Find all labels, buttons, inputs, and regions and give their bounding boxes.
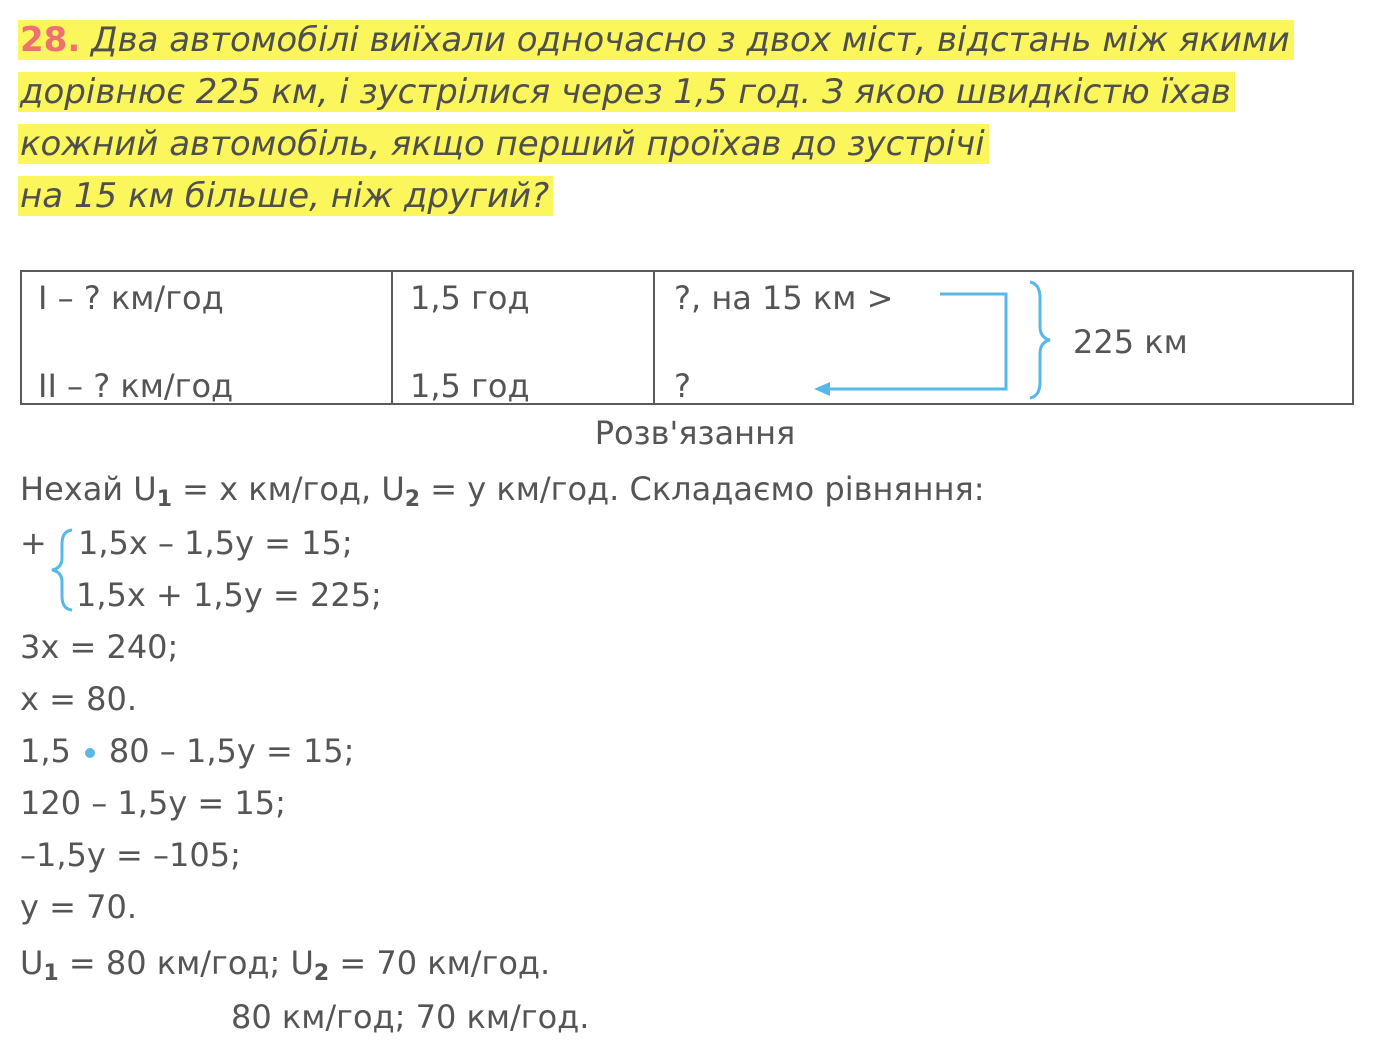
table-distance-1: ?, на 15 км >: [674, 279, 894, 317]
table-divider: [653, 272, 655, 403]
equation-1: 1,5x – 1,5y = 15;: [78, 524, 353, 562]
problem-line-3: кожний автомобіль, якщо перший проїхав до зустрічі: [18, 121, 989, 167]
solution-step-5: –1,5y = –105;: [20, 836, 241, 874]
system-plus-sign: +: [20, 524, 47, 562]
solution-intro: Нехай U1 = x км/год, U2 = y км/год. Складаємо рівняння:: [20, 470, 985, 512]
table-time-1: 1,5 год: [410, 279, 530, 317]
solution-step-2: x = 80.: [20, 680, 137, 718]
system-brace-icon: [52, 530, 72, 610]
problem-number: 28.: [20, 20, 81, 60]
table-speed-1: I – ? км/год: [38, 279, 224, 317]
table-time-2: 1,5 год: [410, 367, 530, 405]
final-answer: 80 км/год; 70 км/год.: [231, 998, 590, 1036]
table-speed-2: II – ? км/год: [38, 367, 234, 405]
solution-step-6: y = 70.: [20, 888, 137, 926]
problem-table: [20, 270, 1354, 405]
problem-line-4: на 15 км більше, ніж другий?: [18, 173, 553, 219]
problem-line-2: дорівнює 225 км, і зустрілися через 1,5 год. З якою швидкістю їхав: [18, 69, 1235, 115]
solution-title: Розв'язання: [594, 414, 796, 452]
solution-result: U1 = 80 км/год; U2 = 70 км/год.: [20, 944, 551, 986]
equation-2: 1,5x + 1,5y = 225;: [76, 576, 382, 614]
problem-line-1: 28. Два автомобілі виїхали одночасно з двох міст, відстань між якими: [18, 17, 1294, 63]
solution-step-1: 3x = 240;: [20, 628, 179, 666]
table-total-distance: 225 км: [1073, 323, 1188, 361]
multiply-dot-icon: [85, 748, 95, 758]
table-divider: [391, 272, 393, 403]
solution-step-4: 120 – 1,5y = 15;: [20, 784, 286, 822]
solution-step-3: 1,5 80 – 1,5y = 15;: [20, 732, 355, 770]
table-distance-2: ?: [674, 367, 691, 405]
